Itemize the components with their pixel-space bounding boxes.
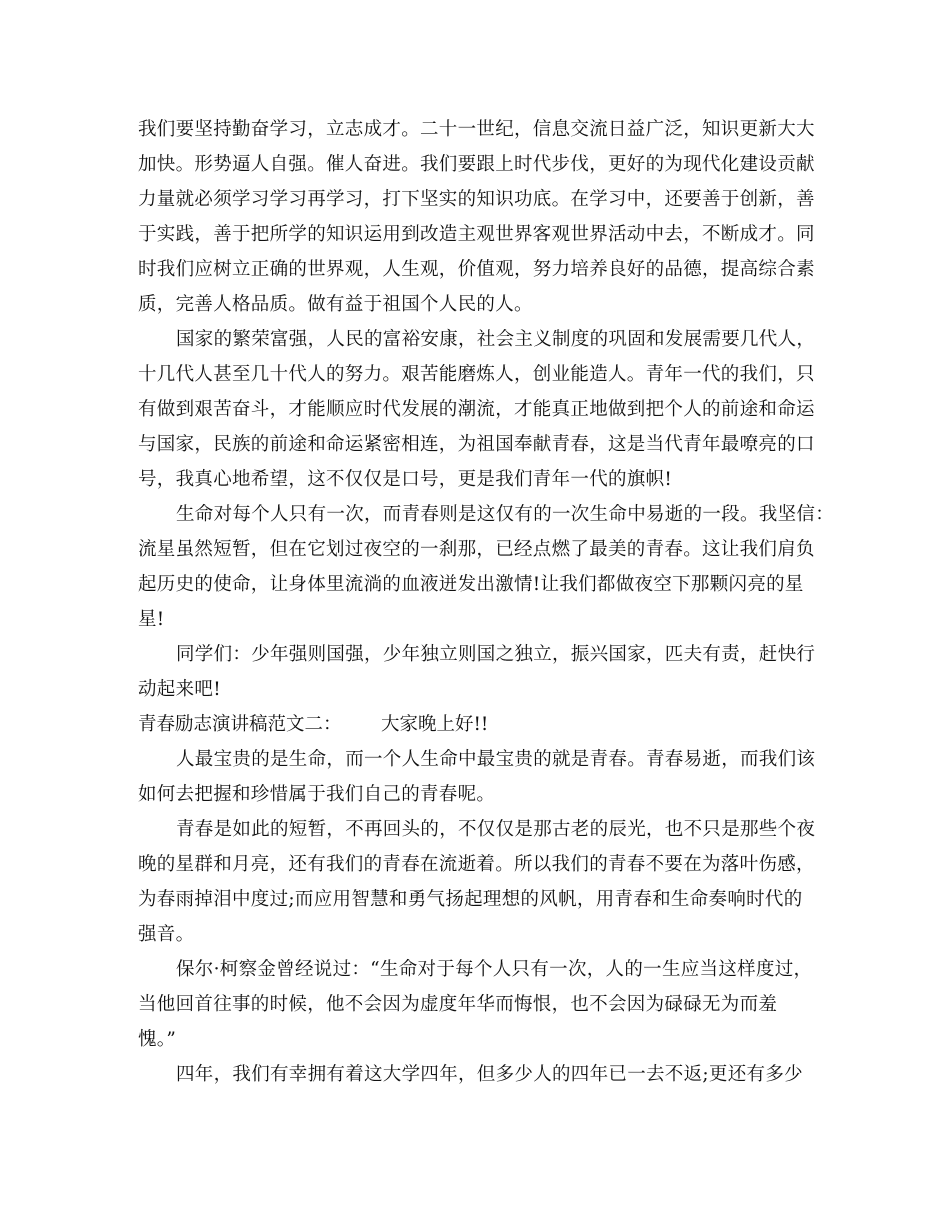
paragraph-line: 力量就必须学习学习再学习，打下坚实的知识功底。在学习中，还要善于创新，善 xyxy=(138,189,815,210)
greeting: 大家晚上好!! xyxy=(381,714,489,735)
paragraph-line: 愧。” xyxy=(138,1029,177,1050)
paragraph-line: 晚的星群和月亮，还有我们的青春在流逝着。所以我们的青春不要在为落叶伤感， xyxy=(138,854,815,875)
paragraph-line: 四年，我们有幸拥有着这大学四年，但多少人的四年已一去不返;更还有多少 xyxy=(176,1064,803,1085)
paragraph-line: 如何去把握和珍惜属于我们自己的青春呢。 xyxy=(138,784,496,805)
section-title: 青春励志演讲稿范文二： xyxy=(138,714,342,735)
paragraph-line: 动起来吧! xyxy=(138,679,221,700)
paragraph-line: 生命对每个人只有一次，而青春则是这仅有的一次生命中易逝的一段。我坚信： xyxy=(176,504,835,525)
paragraph-line: 十几代人甚至几十代人的努力。艰苦能磨炼人，创业能造人。青年一代的我们，只 xyxy=(138,364,815,385)
paragraph-line: 号，我真心地希望，这不仅仅是口号，更是我们青年一代的旗帜! xyxy=(138,469,673,490)
paragraph-line: 青春是如此的短暂，不再回头的，不仅仅是那古老的辰光，也不只是那些个夜 xyxy=(176,819,816,840)
paragraph-line: 当他回首往事的时候，他不会因为虚度年华而悔恨，也不会因为碌碌无为而羞 xyxy=(138,994,778,1015)
paragraph-line: 时我们应树立正确的世界观，人生观，价值观，努力培养良好的品德，提高综合素 xyxy=(138,259,815,280)
paragraph-line: 于实践，善于把所学的知识运用到改造主观世界客观世界活动中去，不断成才。同 xyxy=(138,224,815,245)
paragraph-line: 有做到艰苦奋斗，才能顺应时代发展的潮流，才能真正地做到把个人的前途和命运 xyxy=(138,399,815,420)
paragraph-line: 国家的繁荣富强，人民的富裕安康，社会主义制度的巩固和发展需要几代人， xyxy=(176,329,816,350)
paragraph-line: 同学们：少年强则国强，少年独立则国之独立，振兴国家，匹夫有责，赶快行 xyxy=(176,644,816,665)
paragraph-line: 为春雨掉泪中度过;而应用智慧和勇气扬起理想的风帆，用青春和生命奏响时代的 xyxy=(138,889,803,910)
paragraph-line: 与国家，民族的前途和命运紧密相连，为祖国奉献青春，这是当代青年最嘹亮的口 xyxy=(138,434,815,455)
paragraph-line: 保尔·柯察金曾经说过：“生命对于每个人只有一次，人的一生应当这样度过， xyxy=(176,959,813,980)
paragraph-line: 强音。 xyxy=(138,924,195,945)
paragraph-line: 我们要坚持勤奋学习，立志成才。二十一世纪，信息交流日益广泛，知识更新大大 xyxy=(138,119,815,140)
paragraph-line: 星! xyxy=(138,609,165,630)
paragraph-line: 质，完善人格品质。做有益于祖国个人民的人。 xyxy=(138,294,533,315)
paragraph-line: 加快。形势逼人自强。催人奋进。我们要跟上时代步伐，更好的为现代化建设贡献 xyxy=(138,154,815,175)
paragraph-line: 人最宝贵的是生命，而一个人生命中最宝贵的就是青春。青春易逝，而我们该 xyxy=(176,749,816,770)
section-heading xyxy=(138,710,489,740)
paragraph-line: 流星虽然短暂，但在它划过夜空的一刹那，已经点燃了最美的青春。这让我们肩负 xyxy=(138,539,815,560)
paragraph-line: 起历史的使命，让身体里流淌的血液迸发出激情!让我们都做夜空下那颗闪亮的星 xyxy=(138,574,804,595)
